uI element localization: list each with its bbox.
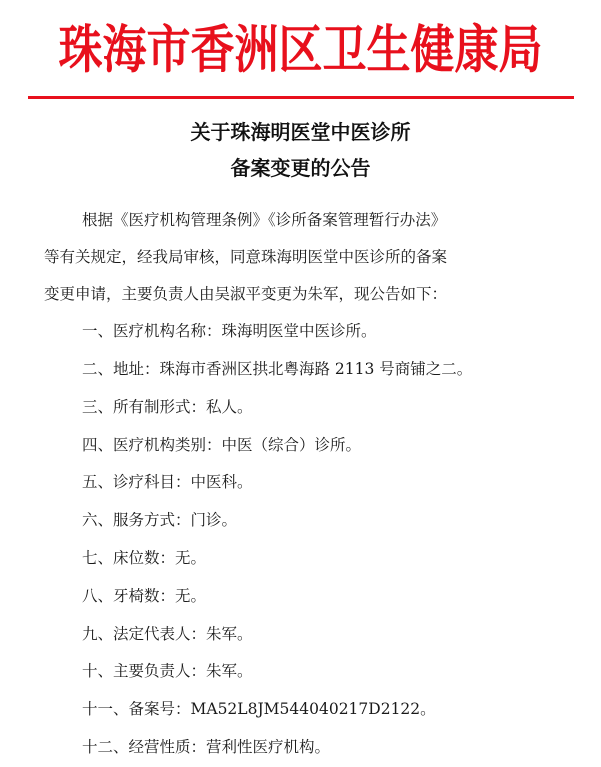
item-3: 三、所有制形式：私人。	[82, 398, 253, 416]
notice-title-line-2: 备案变更的公告	[230, 156, 371, 180]
notice-title-line-1: 关于珠海明医堂中医诊所	[190, 120, 411, 144]
item-11: 十一、备案号：MA52L8JM544040217D2122。	[82, 700, 436, 718]
item-9: 九、法定代表人：朱军。	[82, 625, 253, 643]
intro-line-3: 变更申请，主要负责人由吴淑平变更为朱军，现公告如下：	[44, 285, 448, 303]
item-10: 十、主要负责人：朱军。	[82, 662, 253, 680]
item-4: 四、医疗机构类别：中医（综合）诊所。	[82, 436, 362, 454]
intro-line-1: 根据《医疗机构管理条例》《诊所备案管理暂行办法》	[82, 211, 447, 229]
intro-line-2: 等有关规定，经我局审核，同意珠海明医堂中医诊所的备案	[44, 248, 448, 266]
item-7: 七、床位数：无。	[82, 549, 207, 567]
masthead-title: 珠海市香洲区卫生健康局	[58, 20, 543, 81]
item-12: 十二、经营性质：营利性医疗机构。	[82, 738, 331, 756]
item-1: 一、医疗机构名称：珠海明医堂中医诊所。	[82, 322, 377, 340]
item-6: 六、服务方式：门诊。	[82, 511, 238, 529]
masthead-rule	[28, 96, 574, 99]
item-2: 二、地址：珠海市香洲区拱北粤海路 2113 号商铺之二。	[82, 360, 473, 378]
item-8: 八、牙椅数：无。	[82, 587, 207, 605]
item-5: 五、诊疗科目：中医科。	[82, 473, 253, 491]
